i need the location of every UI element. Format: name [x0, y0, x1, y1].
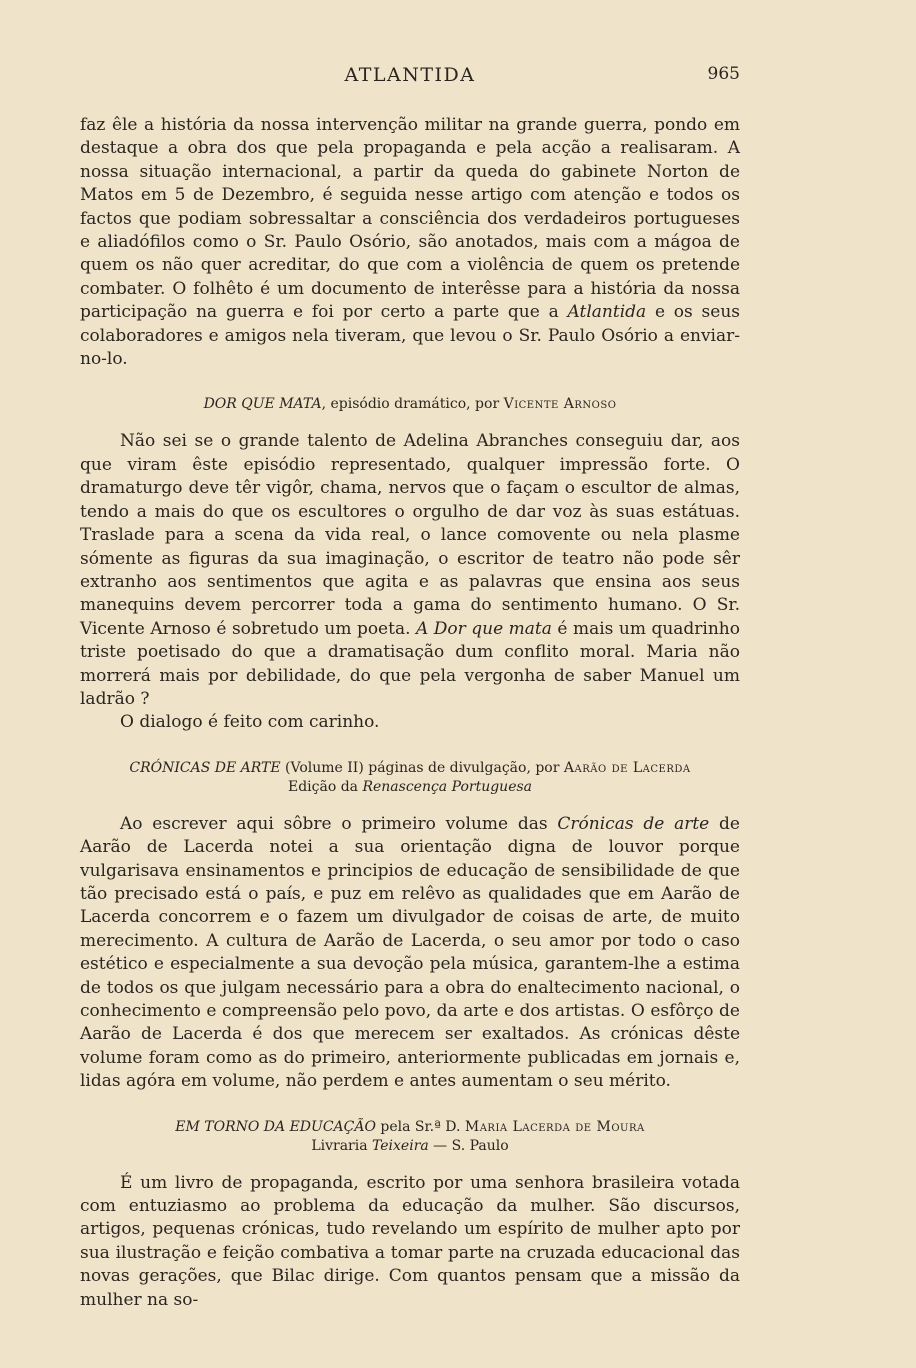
review-publisher-suffix: — S. Paulo [428, 1137, 509, 1154]
review-paragraph [80, 813, 740, 1094]
review-paragraph: O dialogo é feito com carinho. [120, 712, 380, 733]
text-run: Não sei se o grande talento de Adelina Abranches conseguiu dar, aos que viram êste episódio representado, qualquer impressão forte. O dramaturgo deve têr vigôr, chama, nervos que o façam o escultor de almas, tendo a mais do que os escultores o orgulho de dar voz às suas estátuas. Traslade para a scena da vida real, o lance comovente ou nela plasme sómente as figuras da sua imaginação, o escritor de teatro não pode sêr extranho aos sentimentos que agita e as palavras que ensina aos seus manequins devem percorrer toda a gama do sentimento humano. O Sr. Vicente Arnoso é sobretudo um poeta. [80, 431, 740, 639]
text-run: é mais um quadrinho triste poetisado do que a dramatisação dum conflito moral. Maria não morrerá mais por debilidade, do que pela vergonha de saber Manuel um ladrão ? [80, 618, 740, 709]
review-paragraph [80, 430, 740, 711]
text-run: e os seus colaboradores e amigos nela tiveram, que levou o Sr. Paulo Osório a enviar-no-lo. [80, 302, 740, 370]
review-paragraph: É um livro de propaganda, escrito por uma senhora brasileira votada com entuziasmo ao problema da educação da mulher. São discursos, artigos, pequenas crónicas, tudo revelando um espírito de mulher apto por sua ilustração e feição combativa a tomar parte na cruzada educacional das novas gerações, que Bilac dirige. Com quantos pensam que a missão da mulher na so- [80, 1172, 740, 1310]
page-number: 965 [707, 64, 740, 84]
text-run-italic: Crónicas de arte [557, 813, 710, 834]
review-author: Aarão de Lacerda [563, 759, 691, 776]
review-publisher-prefix: Livraria [311, 1137, 373, 1154]
text-run-italic: A Dor que mata [416, 618, 552, 639]
page-body [80, 114, 740, 1312]
review-heading [80, 395, 740, 414]
review-heading [80, 759, 740, 797]
review-author: Maria Lacerda de Moura [464, 1118, 645, 1135]
text-run: de Aarão de Lacerda notei a sua orientação digna de louvor porque vulgarisava ensinamentos e principios de educação de sensibilidade de que tão precisado está o país, e puz em relêvo as qualidades que em Aarão de Lacerda concorrem e o fazem um divulgador de coisas de arte, de muito merecimento. A cultura de Aarão de Lacerda, o seu amor por todo o caso estético e especialmente a sua devoção pela música, garantem-lhe a estima de todos os que julgam necessário para a obra do enaltecimento nacional, o conhecimento e compreensão pelo povo, da arte e dos artistas. O esfôrço de Aarão de Lacerda é dos que merecem ser exaltados. As crónicas dêste volume foram como as do primeiro, anteriormente publicadas em jornais e, lidas agóra em volume, não perdem e antes aumentam o seu mérito. [80, 813, 740, 1092]
review-edition-prefix: Edição da [287, 778, 363, 795]
review-title: CRÓNICAS DE ARTE [129, 759, 281, 776]
review-subtitle: (Volume II) páginas de divulgação, por [280, 759, 564, 776]
text-run: faz êle a história da nossa intervenção militar na grande guerra, pondo em destaque a obra dos que pela propaganda e pela acção a realisaram. A nossa situação internacional, a partir da queda do gabinete Norton de Matos em 5 de Dezembro, é seguida nesse artigo com atenção e todos os factos que podiam sobressaltar a consciência dos verdadeiros portugueses e aliadófilos como o Sr. Paulo Osório, são anotados, mais com a mágoa de quem os não quer acreditar, do que com a violência de quem os pretende combater. O folhêto é um documento de interêsse para a história da nossa participação na guerra e foi por certo a parte que a [80, 115, 740, 323]
text-run: Ao escrever aqui sôbre o primeiro volume das [120, 813, 558, 834]
running-title: ATLANTIDA [344, 64, 476, 86]
review-heading [80, 1118, 740, 1156]
review-author: Vicente Arnoso [503, 396, 617, 413]
review-edition: Renascença Portuguesa [362, 778, 533, 795]
review-subtitle: , episódio dramático, por [321, 396, 504, 413]
review-title: DOR QUE MATA [203, 396, 322, 413]
review-publisher: Teixeira [372, 1137, 429, 1154]
text-run-italic: Atlantida [567, 302, 647, 323]
continuation-paragraph [80, 114, 740, 371]
page-header [80, 64, 740, 92]
review-title: EM TORNO DA EDUCAÇÃO [175, 1118, 376, 1135]
review-subtitle: pela Sr.ª D. [375, 1118, 465, 1135]
